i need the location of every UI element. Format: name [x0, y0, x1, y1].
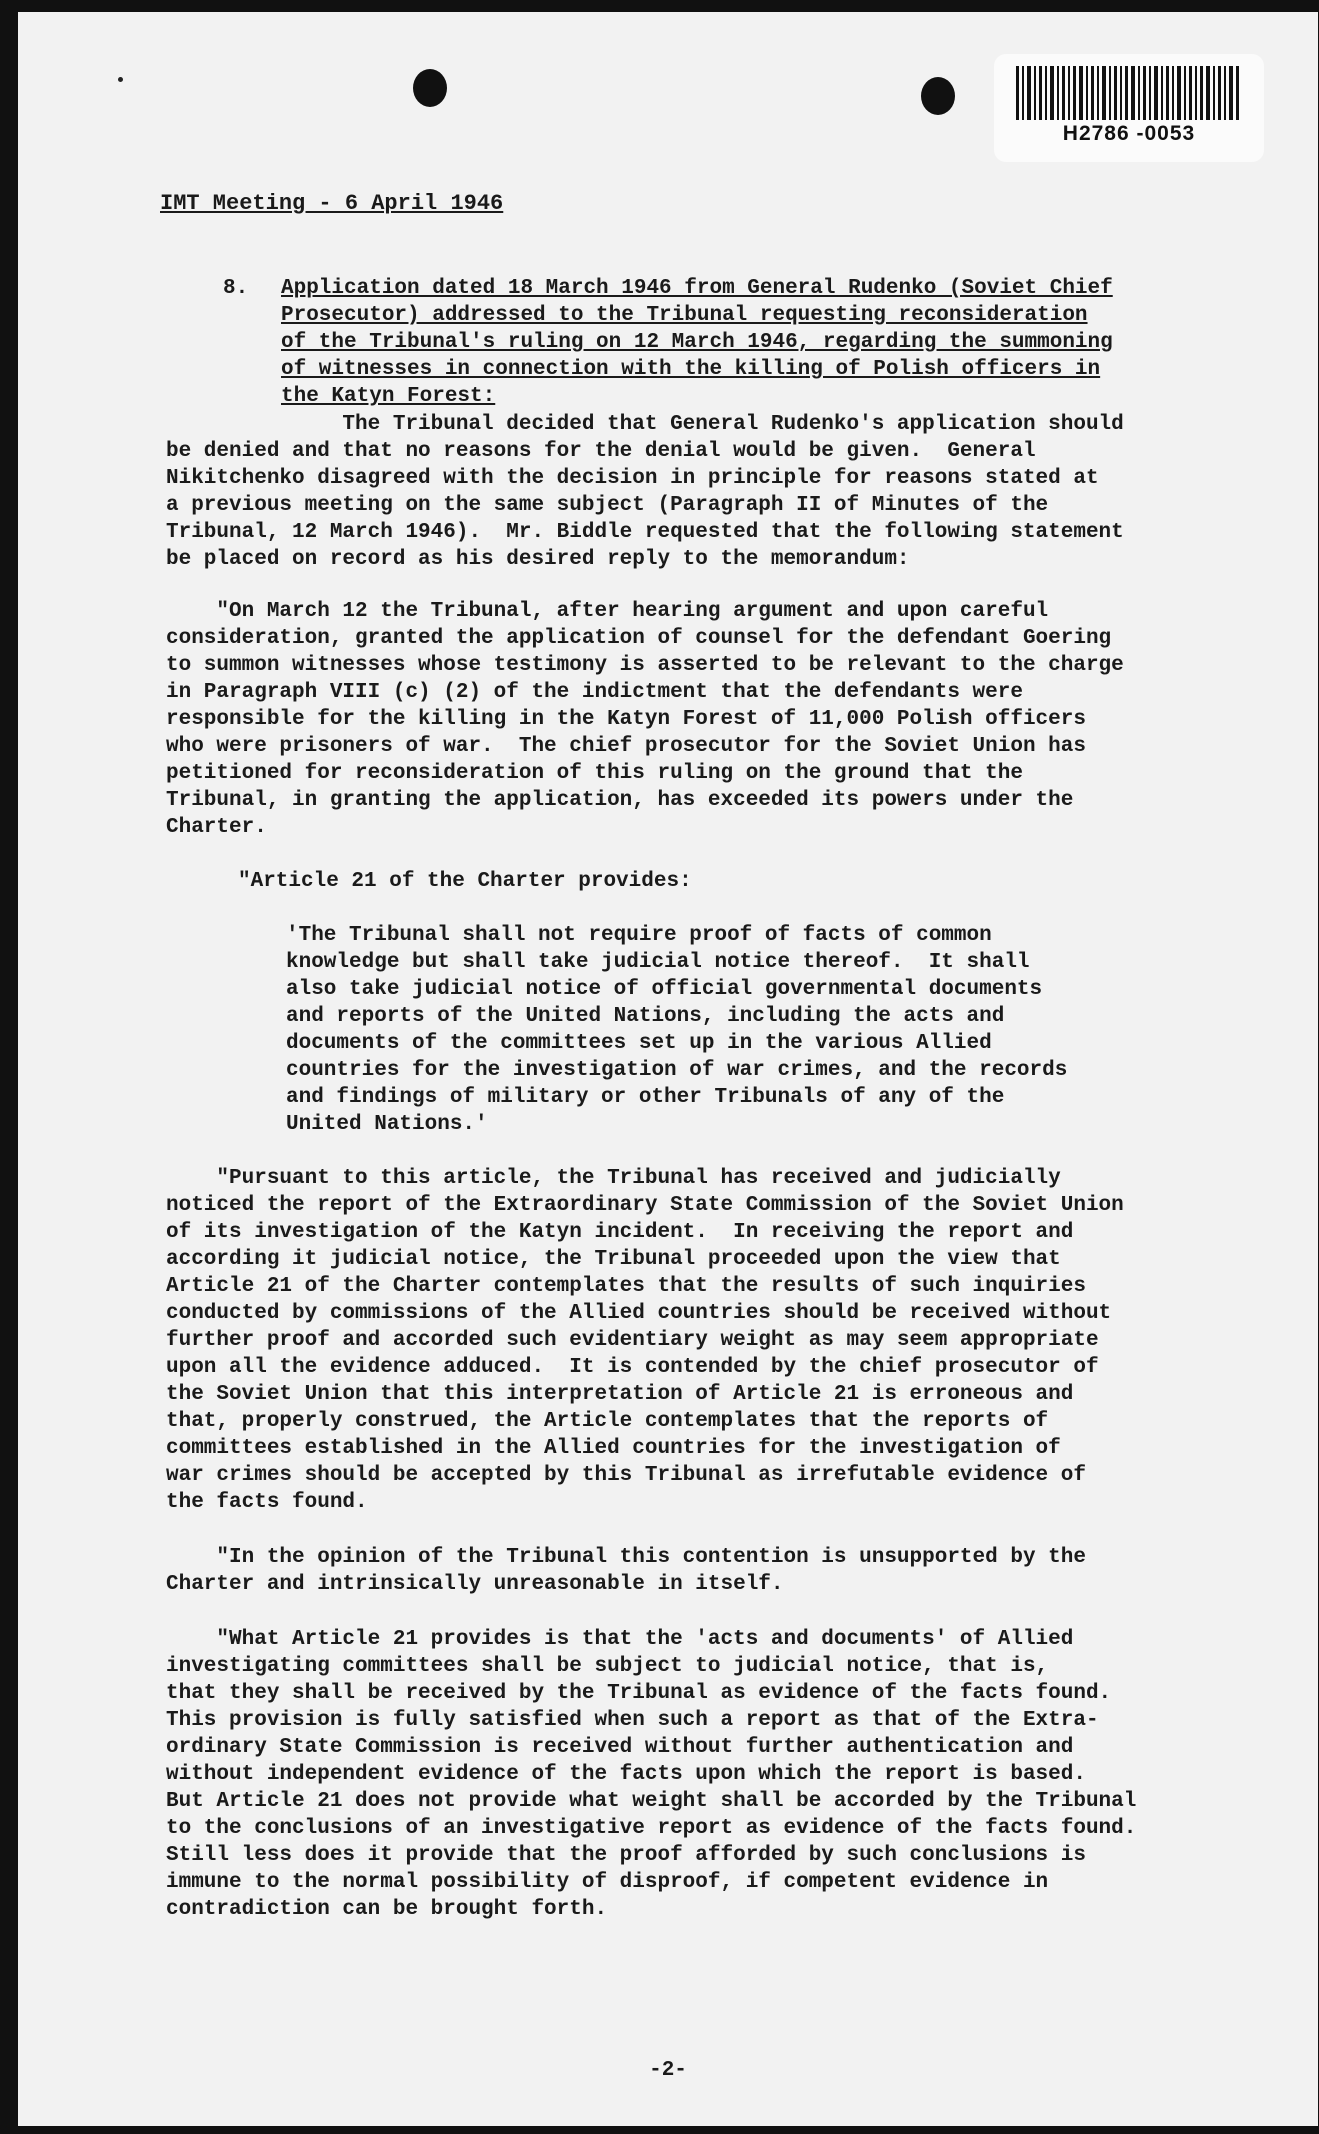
barcode-id: H2786 -0053	[1062, 122, 1196, 145]
statement-paragraph-3: "Pursuant to this article, the Tribunal has received and judicially noticed the report of the Extraordinary State Commission of the Soviet Union of its investigation of the Katyn incident. In receiving the report and according it judicial notice, the Tribunal proceeded upon the view that Article 21 of the Charter contemplates that the results of such inquiries conducted by commissions of the Allied countries should be received without further proof and accorded such evidentiary weight as may seem appropriate upon all the evidence adduced. It is contended by the chief prosecutor of the Soviet Union that this interpretation of Article 21 is erroneous and that, properly construed, the Article contemplates that the reports of committees established in the Allied countries for the investigation of war crimes should be accepted by this Tribunal as irrefutable evidence of the facts found.	[166, 1167, 1124, 1514]
barcode-icon	[1016, 66, 1242, 120]
item-number: 8.	[223, 277, 249, 300]
statement-paragraph-1: "On March 12 the Tribunal, after hearing argument and upon careful consideration, granted the application of counsel for the defendant Goering to summon witnesses whose testimony is asserted to be relevant to the charge in Paragraph VIII (c) (2) of the indictment that the defendants were responsible for the killing in the Katyn Forest of 11,000 Polish officers who were prisoners of war. The chief prosecutor for the Soviet Union has petitioned for reconsideration of this ruling on the ground that the Tribunal, in granting the application, has exceeded its powers under the Charter.	[166, 600, 1124, 839]
page-number: -2-	[649, 2059, 687, 2082]
statement-paragraph-2: "Article 21 of the Charter provides:	[238, 870, 692, 893]
barcode-label	[994, 54, 1264, 162]
statement-paragraph-5: "What Article 21 provides is that the 'acts and documents' of Allied investigating committees shall be subject to judicial notice, that is, that they shall be received by the Tribunal as evidence of the facts found. This provision is fully satisfied when such a report as that of the Extra- ordinary State Commission is received without further authentication and without independent evidence of the facts upon which the report is based. But Article 21 does not provide what weight shall be accorded by the Tribunal to the conclusions of an investigative report as evidence of the facts found. Still less does it provide that the proof afforded by such conclusions is immune to the normal possibility of disproof, if competent evidence in contradiction can be brought forth.	[166, 1628, 1137, 1921]
speck-mark	[118, 77, 123, 82]
meeting-title: IMT Meeting - 6 April 1946	[160, 191, 504, 216]
document-page	[18, 12, 1318, 2126]
decision-paragraph: The Tribunal decided that General Rudenko's application should be denied and that no reasons for the denial would be given. General Nikitchenko disagreed with the decision in principle for reasons stated at a previous meeting on the same subject (Paragraph II of Minutes of the Tribunal, 12 March 1946). Mr. Biddle requested that the following statement be placed on record as his desired reply to the memorandum:	[166, 413, 1124, 571]
punch-hole-right	[921, 77, 955, 115]
item-heading: Application dated 18 March 1946 from General Rudenko (Soviet Chief Prosecutor) addressed to the Tribunal requesting reconsideration of the Tribunal's ruling on 12 March 1946, regarding the summoning of witnesses in connection with the killing of Polish officers in the Katyn Forest:	[281, 277, 1113, 408]
statement-paragraph-4: "In the opinion of the Tribunal this contention is unsupported by the Charter and intrinsically unreasonable in itself.	[166, 1546, 1086, 1596]
punch-hole-left	[413, 69, 447, 107]
charter-quote: 'The Tribunal shall not require proof of facts of common knowledge but shall take judicial notice thereof. It shall also take judicial notice of official governmental documents and reports of the United Nations, including the acts and documents of the committees set up in the various Allied countries for the investigation of war crimes, and the records and findings of military or other Tribunals of any of the United Nations.'	[286, 924, 1068, 1136]
